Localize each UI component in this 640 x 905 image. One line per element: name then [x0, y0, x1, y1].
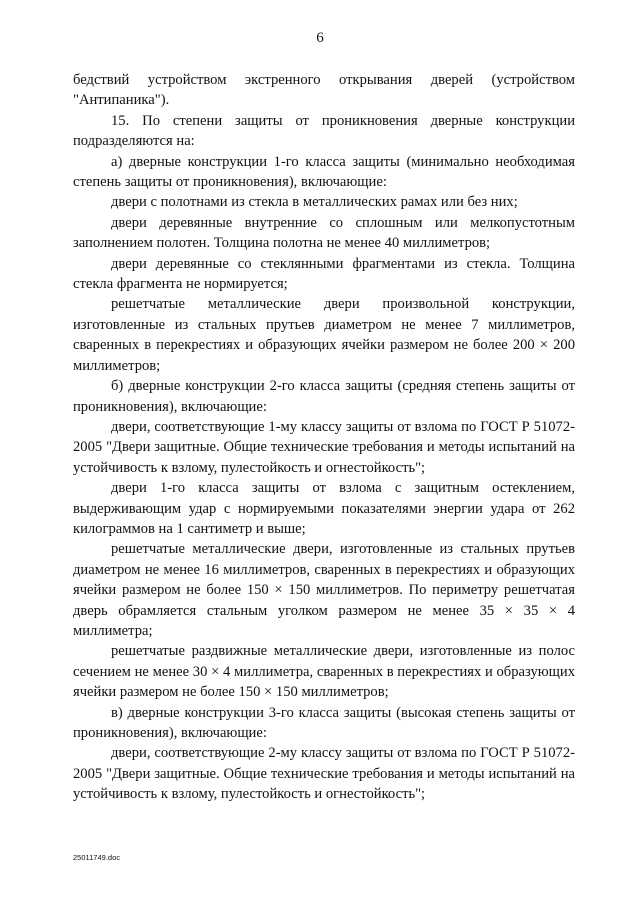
- page-number: 6: [316, 30, 324, 46]
- paragraph: двери, соответствующие 1-му классу защиты от взлома по ГОСТ Р 51072-2005 "Двери защитные. Общие технические требования и методы испытаний на устойчивость к взлому, пулестойкость и огнестойкость";: [73, 418, 575, 476]
- paragraph-class-1-heading: а) дверные конструкции 1-го класса защиты (минимально необходимая степень защиты от проникновения), включающие:: [73, 153, 575, 191]
- paragraph: двери с полотнами из стекла в металлических рамах или без них;: [111, 194, 518, 211]
- paragraph: двери деревянные со стеклянными фрагментами из стекла. Толщина стекла фрагмента не нормируется;: [73, 255, 575, 293]
- paragraph: решетчатые металлические двери произвольной конструкции, изготовленные из стальных прутьев диаметром не менее 7 миллиметров, сваренных в перекрестиях и образующих ячейки размером не более 200 × 200 миллиметров;: [73, 296, 575, 374]
- paragraph: решетчатые металлические двери, изготовленные из стальных прутьев диаметром не менее 16 миллиметров, сваренных в перекрестиях и образующих ячейки размером не более 150 × 150 миллиметров. По периметру решетчатая дверь обрамляется стальным уголком размером не менее 35 × 35 × 4 миллиметра;: [73, 541, 575, 639]
- paragraph: двери деревянные внутренние со сплошным или мелкопустотным заполнением полотен. Толщина полотна не менее 40 миллиметров;: [73, 214, 575, 252]
- paragraph: двери, соответствующие 2-му классу защиты от взлома по ГОСТ Р 51072-2005 "Двери защитные. Общие технические требования и методы испытаний на устойчивость к взлому, пулестойкость и огнестойкость";: [73, 745, 575, 803]
- document-body: [73, 70, 575, 805]
- paragraph-class-2-heading: б) дверные конструкции 2-го класса защиты (средняя степень защиты от проникновения), включающие:: [73, 378, 575, 415]
- paragraph: двери 1-го класса защиты от взлома с защитным остеклением, выдерживающим удар с нормируемыми показателями энергии удара от 262 килограммов на 1 сантиметр и выше;: [73, 480, 575, 537]
- paragraph-continuation: бедствий устройством экстренного открывания дверей (устройством "Антипаника").: [73, 72, 575, 109]
- paragraph-class-3-heading: в) дверные конструкции 3-го класса защиты (высокая степень защиты от проникновения), включающие:: [73, 704, 575, 741]
- paragraph-item-15: 15. По степени защиты от проникновения дверные конструкции подразделяются на:: [73, 112, 575, 150]
- footer-filename: 25011749.doc: [73, 853, 120, 862]
- paragraph: решетчатые раздвижные металлические двери, изготовленные из полос сечением не менее 30 × 4 миллиметра, сваренных в перекрестиях и образующих ячейки размером не более 150 × 150 миллиметров;: [73, 643, 575, 701]
